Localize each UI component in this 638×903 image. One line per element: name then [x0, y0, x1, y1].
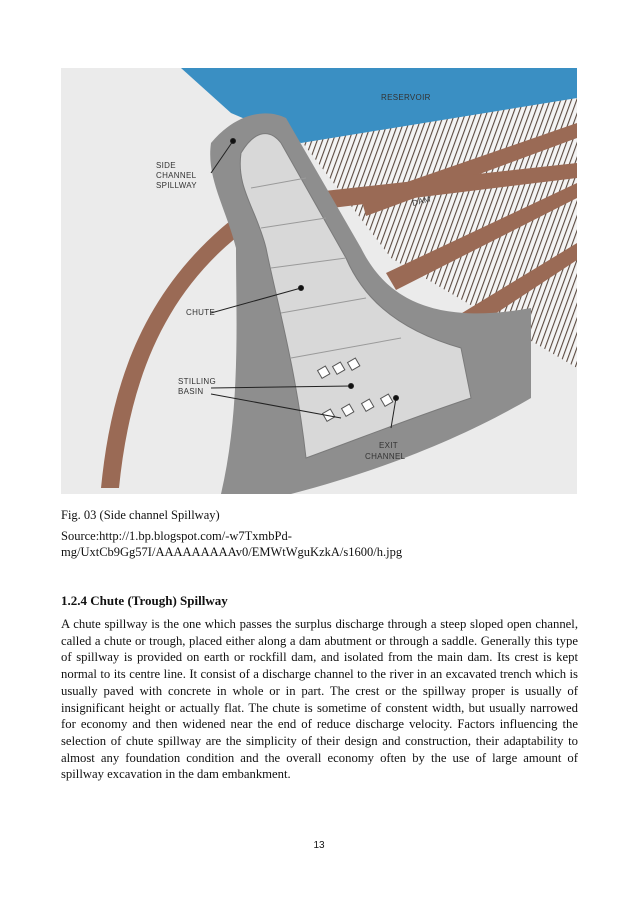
source-line-2: mg/UxtCb9Gg57I/AAAAAAAAAv0/EMWtWguKzkA/s1600/h.jpg: [61, 545, 403, 559]
label-exit-1: EXIT: [379, 441, 398, 450]
label-side-channel-2: CHANNEL: [156, 171, 197, 180]
body-paragraph: A chute spillway is the one which passes the surplus discharge through a steep sloped open channel, called a chute or trough, placed either along a dam abutment or through a saddle. Generally this type of spillway is provided on earth or rockfill dam, and isolated from the main dam. Its crest is kept normal to its centre line. It consist of a discharge channel to the river in an excavated trench which is usually paved with concrete in whole or in part. The crest or the spillway proper is usually of insignificant height or actually flat. The chute is sometime of constent width, but usually narrowed for economy and then widened near the end of reduce discharge velocity. Factors influencing the selection of chute spillway are the simplicity of their design and construction, their adaptability to almost any foundation condition and the overall economy often by the use of large amount of spillway excavation in the dam embankment.: [61, 617, 578, 782]
label-side-channel-3: SPILLWAY: [156, 181, 197, 190]
page-number: 13: [313, 840, 325, 851]
label-side-channel-1: SIDE: [156, 161, 176, 170]
label-exit-2: CHANNEL: [365, 452, 406, 461]
figure-source: [61, 528, 581, 560]
label-dam: DAM: [411, 194, 432, 208]
label-reservoir: RESERVOIR: [381, 93, 431, 102]
spillway-figure: [61, 68, 577, 494]
source-line-1: Source:http://1.bp.blogspot.com/-w7TxmbPd-: [61, 529, 292, 543]
spillway-diagram: [61, 68, 577, 494]
label-stilling-1: STILLING: [178, 377, 216, 386]
label-stilling-2: BASIN: [178, 387, 204, 396]
figure-caption: Fig. 03 (Side channel Spillway): [61, 508, 220, 522]
section-heading: 1.2.4 Chute (Trough) Spillway: [61, 593, 228, 608]
label-chute: CHUTE: [186, 308, 216, 317]
